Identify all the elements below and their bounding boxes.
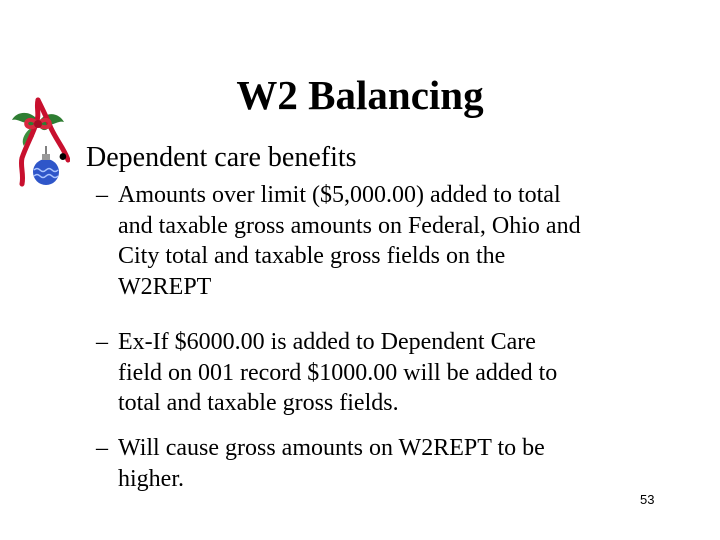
sub-item-line: Will cause gross amounts on W2REPT to be bbox=[118, 435, 545, 461]
sub-item-gross-amounts-higher bbox=[96, 433, 688, 494]
bullet-text: Dependent care benefits bbox=[86, 142, 357, 173]
sub-item-line: total and taxable gross fields. bbox=[118, 390, 399, 416]
slide-title: W2 Balancing bbox=[236, 72, 484, 118]
sub-item-amounts-over-limit bbox=[96, 180, 688, 302]
sub-item-line: field on 001 record $1000.00 will be added to bbox=[118, 359, 558, 386]
sub-item-example bbox=[96, 327, 688, 419]
sub-item-line: higher. bbox=[118, 465, 184, 492]
sub-item-marker: – bbox=[96, 182, 108, 208]
sub-item-line: W2REPT bbox=[118, 273, 212, 300]
sub-item-line: and taxable gross amounts on Federal, Ohio and bbox=[118, 212, 581, 239]
sub-item-line: Amounts over limit ($5,000.00) added to total bbox=[118, 182, 561, 208]
sub-item-marker: – bbox=[96, 329, 108, 355]
sub-item-line: City total and taxable gross fields on the bbox=[118, 243, 506, 269]
page-number: 53 bbox=[640, 492, 655, 507]
bullet-item bbox=[58, 140, 357, 176]
bullet-marker: • bbox=[58, 142, 68, 173]
sub-item-line: Ex-If $6000.00 is added to Dependent Care bbox=[118, 329, 536, 355]
sub-item-marker: – bbox=[96, 435, 108, 461]
